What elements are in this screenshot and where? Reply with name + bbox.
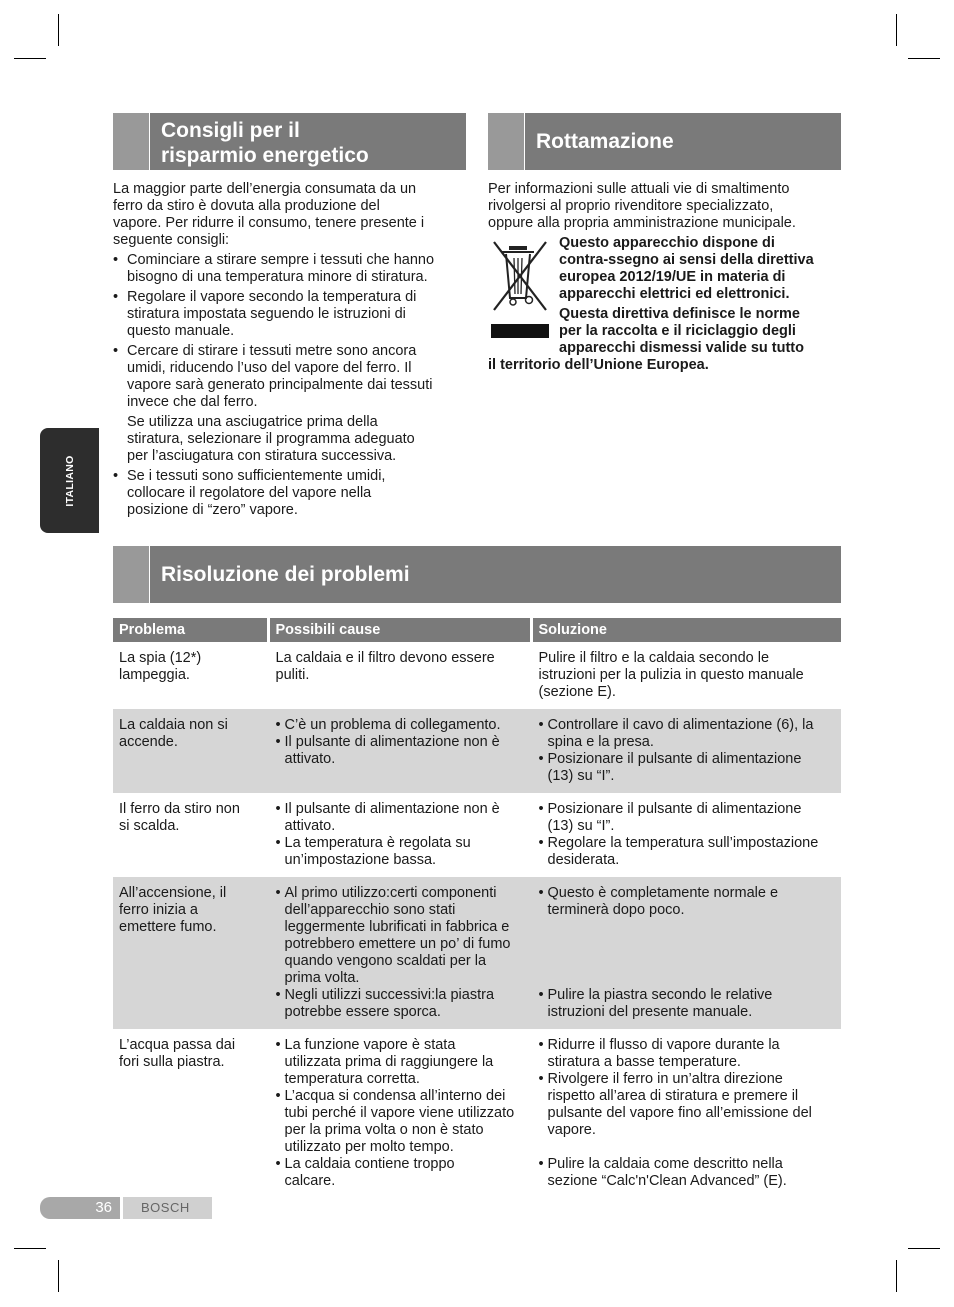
list-item [276, 885, 524, 987]
energy-intro [113, 181, 468, 249]
causes-list [276, 801, 524, 869]
list-item [276, 1037, 524, 1088]
text-line: utilizzato per molto tempo. [284, 1139, 454, 1155]
text-line: • Il pulsante di alimentazione non è [284, 801, 500, 817]
causes-cell [268, 877, 531, 1029]
text-line: temperatura corretta. [284, 1071, 420, 1087]
text-line: per l’asciugatura con stiratura successiva. [127, 448, 397, 464]
text-line: stiratura a basse temperature. [547, 1054, 741, 1070]
text-line: per la prima volta o non è stato [284, 1122, 484, 1138]
troubleshooting-section-header [113, 546, 841, 603]
text-line: attivato. [284, 818, 336, 834]
disposal-section-header [488, 113, 841, 170]
text-line: istruzioni per la pulizia in questo manuale [538, 667, 804, 683]
text-line: questo manuale. [127, 323, 235, 339]
text-line: sezione “Calc'n'Clean Advanced” (E). [547, 1173, 787, 1189]
text-line: • Controllare il cavo di alimentazione (6), la [547, 717, 814, 733]
list-item [539, 1156, 834, 1190]
causes-cell [268, 642, 531, 709]
text-line: tubi perché il vapore viene utilizzato [284, 1105, 515, 1121]
text-line: apparecchi dismessi valide su tutto [559, 340, 804, 356]
weee-bin-icon [490, 240, 550, 340]
page-number-text: 36 [95, 1199, 112, 1216]
troubleshooting-section-title: Risoluzione dei problemi [161, 563, 410, 586]
crop-mark [58, 14, 59, 46]
text-line: si scalda. [119, 818, 180, 834]
text-line: rivolgersi al proprio rivenditore specializzato, [488, 198, 774, 214]
text-line: • Cercare di stirare i tessuti metre sono ancora [127, 343, 417, 359]
text-line: stiratura impostata seguendo le istruzioni di [127, 306, 406, 322]
list-item [276, 734, 524, 768]
causes-cell [268, 1029, 531, 1198]
list-item [113, 289, 468, 340]
causes-list [276, 717, 524, 768]
text-line: ferro da stiro è dovuta alla produzione del [113, 198, 380, 214]
solution-cell [531, 642, 841, 709]
text-line: pulsante del vapore fino all’emissione del [547, 1105, 812, 1121]
text-line: • Posizionare il pulsante di alimentazione [547, 751, 802, 767]
text-line: (sezione E). [538, 684, 616, 700]
language-side-tab [40, 428, 99, 533]
solutions-list [539, 801, 834, 869]
text-line: • Posizionare il pulsante di alimentazione [547, 801, 802, 817]
table-row [113, 709, 841, 793]
list-item [113, 468, 468, 519]
list-item [539, 987, 834, 1021]
solution-cell [531, 1029, 841, 1198]
text-line: • Rivolgere il ferro in un’altra direzione [547, 1071, 783, 1087]
list-item [113, 343, 468, 465]
disposal-directive-tail: il territorio dell’Unione Europea. [488, 357, 709, 373]
text-line: desiderata. [547, 852, 620, 868]
table-header-row [113, 618, 841, 642]
text-line: • La caldaia contiene troppo [284, 1156, 455, 1172]
list-item [539, 751, 834, 785]
causes-cell [268, 793, 531, 877]
text-line: bisogno di una temperatura minore di stiratura. [127, 269, 428, 285]
text-line: (13) su “I”. [547, 768, 615, 784]
tip-extra [127, 414, 468, 465]
text-line: vapore. Per ridurre il consumo, tenere presente i [113, 215, 425, 231]
text-line: • Ridurre il flusso di vapore durante la [547, 1037, 780, 1053]
text-line: lampeggia. [119, 667, 190, 683]
solution-cell [531, 793, 841, 877]
text-line: Per informazioni sulle attuali vie di smaltimento [488, 181, 790, 197]
text-line: La caldaia non si [119, 717, 228, 733]
troubleshooting-table [113, 618, 843, 1198]
text-line: • Pulire la caldaia come descritto nella [547, 1156, 783, 1172]
text-line: • La temperatura è regolata su [284, 835, 471, 851]
text-line: puliti. [275, 667, 310, 683]
text-line: Pulire il filtro e la caldaia secondo le [538, 650, 770, 666]
list-item [276, 717, 524, 734]
solutions-list [539, 885, 834, 1021]
table-row [113, 642, 841, 709]
text-line: istruzioni del presente manuale. [547, 1004, 753, 1020]
crop-mark [14, 1248, 46, 1249]
crop-mark [896, 14, 897, 46]
title-line: Consigli per il [161, 119, 300, 142]
text-line: vapore. [547, 1122, 596, 1138]
text-line: • Pulire la piastra secondo le relative [547, 987, 773, 1003]
text-line: • Se i tessuti sono sufficientemente umidi, [127, 468, 386, 484]
energy-section-title [161, 118, 369, 168]
crop-mark [908, 58, 940, 59]
crop-mark [896, 1260, 897, 1292]
column-header-solution: Soluzione [531, 618, 841, 642]
text-line: fori sulla piastra. [119, 1054, 225, 1070]
text-line: Se utilizza una asciugatrice prima della [127, 414, 378, 430]
problem-cell [113, 793, 268, 877]
problem-cell [113, 1029, 268, 1198]
text-line: contra-ssegno ai sensi della direttiva [559, 252, 814, 268]
text-line: • C’è un problema di collegamento. [284, 717, 501, 733]
list-item [539, 835, 834, 869]
header-tab [488, 113, 525, 170]
disposal-section-title: Rottamazione [536, 130, 674, 153]
list-item [539, 1071, 834, 1139]
solution-cell [531, 877, 841, 1029]
text-line: umidi, riducendo l’uso del vapore del ferro. Il [127, 360, 412, 376]
text-line: europea 2012/19/UE in materia di [559, 269, 786, 285]
disposal-directive [559, 235, 844, 357]
text-line: • Cominciare a stirare sempre i tessuti che hanno [127, 252, 435, 268]
text-line: ferro inizia a [119, 902, 198, 918]
column-header-causes: Possibili cause [268, 618, 531, 642]
header-tab [113, 546, 150, 603]
crop-mark [58, 1260, 59, 1292]
text-line: quando vengono scaldati per la [284, 953, 487, 969]
text-line: La spia (12*) [119, 650, 202, 666]
text-line: terminerà dopo poco. [547, 902, 685, 918]
text-line: apparecchi elettrici ed elettronici. [559, 286, 790, 302]
text-line: dell’apparecchio sono stati [284, 902, 456, 918]
text-line: Questo apparecchio dispone di [559, 235, 775, 251]
text-line: posizione di “zero” vapore. [127, 502, 298, 518]
text-line: • Regolare la temperatura sull’impostazione [547, 835, 819, 851]
text-line: leggermente lubrificati in fabbrica e [284, 919, 510, 935]
text-line: stiratura, selezionare il programma adeguato [127, 431, 415, 447]
text-line: Il ferro da stiro non [119, 801, 240, 817]
text-line: emettere fumo. [119, 919, 217, 935]
energy-tips-list [113, 252, 468, 522]
text-line: All’accensione, il [119, 885, 227, 901]
text-line: L’acqua passa dai [119, 1037, 236, 1053]
table-row [113, 877, 841, 1029]
causes-list [276, 1037, 524, 1190]
text-line: calcare. [284, 1173, 336, 1189]
list-item [276, 1088, 524, 1156]
problem-cell [113, 877, 268, 1029]
text-line: La caldaia e il filtro devono essere [275, 650, 495, 666]
page-number [40, 1197, 120, 1219]
crop-mark [908, 1248, 940, 1249]
text-line: attivato. [284, 751, 336, 767]
title-line: risparmio energetico [161, 144, 369, 167]
list-item [276, 1156, 524, 1190]
list-item [276, 987, 524, 1021]
text-line: potrebbero emettere un po’ di fumo [284, 936, 511, 952]
text-line: spina e la presa. [547, 734, 654, 750]
text-line: • Negli utilizzi successivi:la piastra [284, 987, 495, 1003]
list-item [276, 835, 524, 869]
list-item [539, 801, 834, 835]
text-line: • La funzione vapore è stata [284, 1037, 456, 1053]
list-item [539, 717, 834, 751]
brand-text: BOSCH [141, 1200, 190, 1215]
table-row [113, 793, 841, 877]
text-line: accende. [119, 734, 178, 750]
text-line: invece che dal ferro. [127, 394, 258, 410]
text-line: seguente consigli: [113, 232, 230, 248]
text-line: utilizzata prima di raggiungere la [284, 1054, 494, 1070]
energy-section-header [113, 113, 466, 170]
text-line: • Al primo utilizzo:certi componenti [284, 885, 497, 901]
text-line: vapore sarà generato principalmente dai tessuti [127, 377, 433, 393]
causes-list [276, 885, 524, 1021]
text-line: potrebbe essere sporca. [284, 1004, 441, 1020]
text-line: prima volta. [284, 970, 360, 986]
list-item [113, 252, 468, 286]
solutions-list [539, 1037, 834, 1190]
text-line: un’impostazione bassa. [284, 852, 437, 868]
header-tab [113, 113, 150, 170]
text-line: La maggior parte dell’energia consumata da un [113, 181, 417, 197]
problem-cell [113, 709, 268, 793]
text-line: (13) su “I”. [547, 818, 615, 834]
solutions-list [539, 717, 834, 785]
solution-cell [531, 709, 841, 793]
text-line: per la raccolta e il riciclaggio degli [559, 323, 796, 339]
text-line: rispetto all’area di stiratura e premere il [547, 1088, 799, 1104]
column-header-problem: Problema [113, 618, 268, 642]
disposal-intro [488, 181, 843, 232]
brand-label [123, 1197, 212, 1219]
problem-cell [113, 642, 268, 709]
list-item [539, 885, 834, 919]
text-line: • Questo è completamente normale e [547, 885, 779, 901]
text-line: • L’acqua si condensa all’interno dei [284, 1088, 506, 1104]
causes-cell [268, 709, 531, 793]
text-line: collocare il regolatore del vapore nella [127, 485, 372, 501]
table-row [113, 1029, 841, 1198]
text-line: • Regolare il vapore secondo la temperatura di [127, 289, 417, 305]
text-line: Questa direttiva definisce le norme [559, 306, 800, 322]
text-line: • Il pulsante di alimentazione non è [284, 734, 500, 750]
language-label: ITALIANO [63, 454, 76, 507]
list-item [539, 1037, 834, 1071]
list-item [276, 801, 524, 835]
crop-mark [14, 58, 46, 59]
text-line: oppure alla propria amministrazione municipale. [488, 215, 796, 231]
